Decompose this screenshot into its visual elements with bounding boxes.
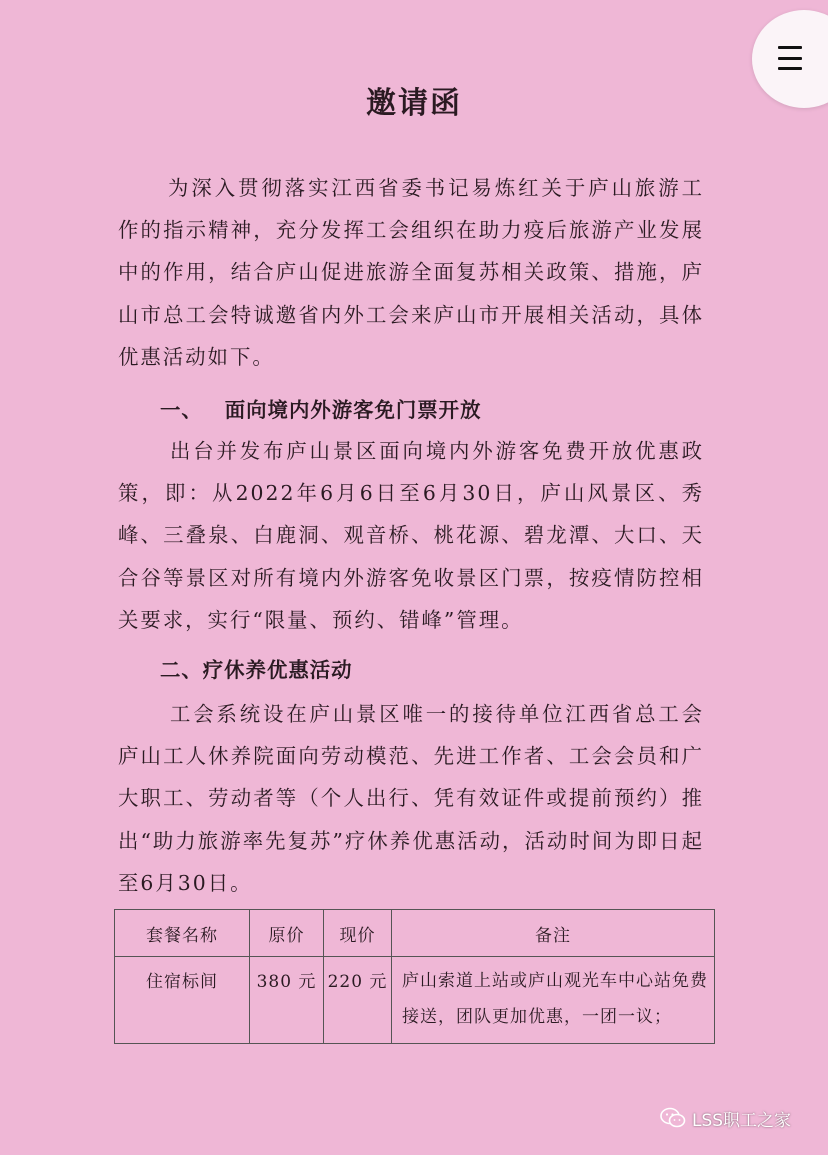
table-header-row: [115, 910, 715, 957]
intro-paragraph: 为深入贯彻落实江西省委书记易炼红关于庐山旅游工作的指示精神，充分发挥工会组织在助力疫后旅游产业发展中的作用，结合庐山促进旅游全面复苏相关政策、措施，庐山市总工会特诚邀省内外工会来庐山市开展相关活动，具体优惠活动如下。: [118, 176, 704, 369]
section-1-heading: [160, 389, 720, 431]
header-original-price: 原价: [250, 910, 324, 957]
offer-table: [114, 909, 715, 1044]
watermark-text: LSS职工之家: [692, 1110, 792, 1131]
section-1-number: 一、: [160, 398, 203, 422]
cell-current-price: 220 元: [324, 957, 392, 1044]
header-current-price: 现价: [324, 910, 392, 957]
section-1-body: 出台并发布庐山景区面向境内外游客免费开放优惠政策，即：从2022年6月6日至6月30日，庐山风景区、秀峰、三叠泉、白鹿洞、观音桥、桃花源、碧龙潭、大口、天合谷等景区对所有境内外游客免收景区门票，按疫情防控相关要求，实行“限量、预约、错峰”管理。: [118, 439, 704, 632]
table-row: [115, 957, 715, 1044]
document-title: 邀请函: [366, 86, 462, 121]
cell-package-name: 住宿标间: [115, 957, 250, 1044]
hamburger-menu-icon: [778, 46, 802, 70]
cell-note: 庐山索道上站或庐山观光车中心站免费接送，团队更加优惠，一团一议；: [392, 957, 715, 1044]
header-package-name: 套餐名称: [115, 910, 250, 957]
section-1-title: 面向境内外游客免门票开放: [224, 398, 482, 422]
wechat-icon: [660, 1107, 686, 1129]
header-note: 备注: [392, 910, 715, 957]
section-2-heading: 二、疗休养优惠活动: [160, 658, 353, 682]
section-2-body: 工会系统设在庐山景区唯一的接待单位江西省总工会庐山工人休养院面向劳动模范、先进工作者、工会会员和广大职工、劳动者等（个人出行、凭有效证件或提前预约）推出“助力旅游率先复苏”疗休养优惠活动，活动时间为即日起至6月30日。: [118, 702, 704, 895]
account-watermark: [660, 1103, 791, 1133]
cell-original-price: 380 元: [250, 957, 324, 1044]
